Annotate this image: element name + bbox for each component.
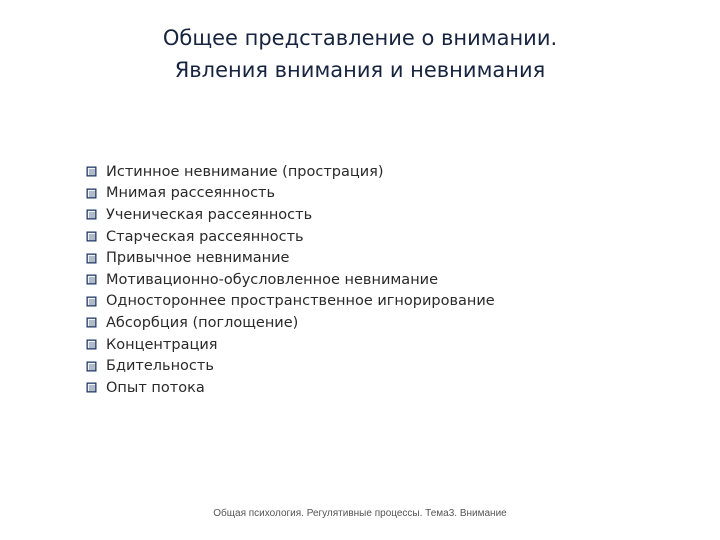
list-item-label: Старческая рассеянность [106,228,304,245]
checkbox-square-icon [86,166,97,177]
list-item [86,269,495,291]
list-item [86,226,495,248]
list-item [86,183,495,205]
checkbox-square-icon [86,296,97,307]
list-item-label: Мнимая рассеянность [106,185,276,202]
list-item-label: Мотивационно-обусловленное невнимание [106,271,439,288]
checkbox-square-icon [86,382,97,393]
slide-title [0,22,720,86]
list-item-label: Истинное невнимание (прострация) [106,163,384,180]
list-item-label: Концентрация [106,336,218,353]
list-item [86,377,495,399]
slide-footer: Общая психология. Регулятивные процессы. Тема3. Внимание [213,508,507,519]
checkbox-square-icon [86,317,97,328]
list-item-label: Бдительность [106,358,214,375]
list-item [86,291,495,313]
list-item-label: Ученическая рассеянность [106,206,313,223]
checkbox-square-icon [86,188,97,199]
list-item-label: Абсорбция (поглощение) [106,314,299,331]
checkbox-square-icon [86,361,97,372]
list-item [86,355,495,377]
list-item-label: Одностороннее пространственное игнорирование [106,293,495,310]
list-item-label: Опыт потока [106,379,205,396]
checkbox-square-icon [86,253,97,264]
checkbox-square-icon [86,339,97,350]
checkbox-square-icon [86,209,97,220]
checkbox-square-icon [86,231,97,242]
slide-title-line-1: Общее представление о внимании. [162,26,558,50]
bullet-list [86,161,495,399]
slide-title-line-2: Явления внимания и невнимания [174,58,546,82]
list-item [86,312,495,334]
list-item [86,247,495,269]
list-item [86,161,495,183]
list-item [86,334,495,356]
list-item-label: Привычное невнимание [106,250,290,267]
checkbox-square-icon [86,274,97,285]
list-item [86,204,495,226]
